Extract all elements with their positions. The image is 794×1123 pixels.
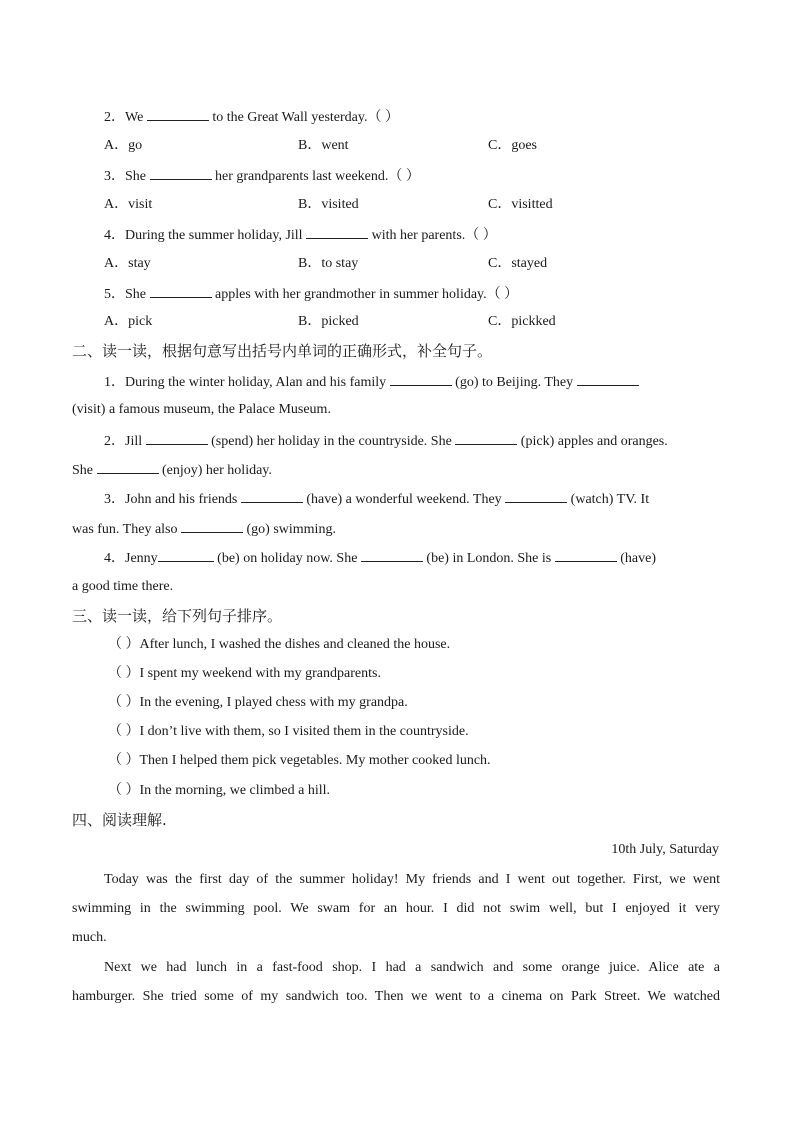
- question-2: [104, 106, 399, 128]
- order-paren[interactable]: （ ）: [108, 753, 140, 768]
- answer-blank[interactable]: [146, 430, 208, 445]
- order-item-2: （ ）I spent my weekend with my grandparents.: [108, 664, 381, 684]
- answer-blank[interactable]: [577, 371, 639, 386]
- option-b[interactable]: B．to stay: [298, 256, 359, 271]
- option-b[interactable]: B．picked: [298, 314, 359, 329]
- section-2-title: 二、读一读，根据句意写出括号内单词的正确形式，补全句子。: [72, 342, 493, 360]
- passage-p2-line-1: Next we had lunch in a fast-food shop. I had a sandwich and some orange juice. Alice ate a: [104, 960, 720, 975]
- question-3: 3．She her grandparents last weekend.（ ）: [104, 165, 420, 187]
- question-5: 5．She apples with her grandmother in summer holiday.（ ）: [104, 283, 518, 305]
- answer-blank[interactable]: [150, 165, 212, 180]
- sentence-1-line-1: 1．During the winter holiday, Alan and his family (go) to Beijing. They: [104, 371, 639, 393]
- question-4: 4．During the summer holiday, Jill with her parents.（ ）: [104, 224, 497, 246]
- answer-paren[interactable]: （ ）: [486, 287, 519, 302]
- option-a[interactable]: A．stay: [104, 256, 151, 271]
- order-item-4: （ ）I don’t live with them, so I visited them in the countryside.: [108, 722, 469, 742]
- order-item-5: （ ）Then I helped them pick vegetables. My mother cooked lunch.: [108, 751, 491, 771]
- passage-p1-line-2: swimming in the swimming pool. We swam for an hour. I did not swim well, but I enjoyed it very: [72, 901, 720, 916]
- question-text: to the Great Wall yesterday.: [212, 110, 368, 125]
- section-3-title: 三、读一读，给下列句子排序。: [72, 607, 283, 625]
- option-a[interactable]: A．go: [104, 138, 143, 153]
- option-c[interactable]: C．pickked: [488, 314, 556, 329]
- answer-blank[interactable]: [505, 488, 567, 503]
- passage-p2-line-2: hamburger. She tried some of my sandwich too. Then we went to a cinema on Park Street. We watched: [72, 989, 720, 1004]
- option-c[interactable]: C．stayed: [488, 256, 548, 271]
- answer-paren[interactable]: （ ）: [367, 110, 399, 125]
- passage-p1-line-3: much.: [72, 930, 107, 945]
- sentence-2-line-2: She (enjoy) her holiday.: [72, 459, 272, 481]
- answer-blank[interactable]: [455, 430, 517, 445]
- sentence-1-line-2: (visit) a famous museum, the Palace Museum.: [72, 402, 331, 417]
- sentence-4-line-1: 4．Jenny (be) on holiday now. She (be) in London. She is (have): [104, 547, 656, 569]
- option-c[interactable]: C．visitted: [488, 197, 553, 212]
- order-item-1: （ ）After lunch, I washed the dishes and cleaned the house.: [108, 635, 450, 655]
- question-number: 2．: [104, 110, 125, 125]
- order-paren[interactable]: （ ）: [108, 637, 140, 652]
- sentence-3-line-2: was fun. They also (go) swimming.: [72, 518, 336, 540]
- answer-blank[interactable]: [390, 371, 452, 386]
- answer-blank[interactable]: [181, 518, 243, 533]
- order-paren[interactable]: （ ）: [108, 695, 140, 710]
- option-c[interactable]: C．goes: [488, 138, 538, 153]
- order-paren[interactable]: （ ）: [108, 724, 140, 739]
- option-a[interactable]: A．visit: [104, 197, 153, 212]
- answer-blank[interactable]: [97, 459, 159, 474]
- answer-blank[interactable]: [147, 106, 209, 121]
- sentence-2-line-1: 2．Jill (spend) her holiday in the countryside. She (pick) apples and oranges.: [104, 430, 668, 452]
- answer-blank[interactable]: [241, 488, 303, 503]
- order-item-3: （ ）In the evening, I played chess with my grandpa.: [108, 693, 408, 713]
- order-paren[interactable]: （ ）: [108, 783, 140, 798]
- answer-paren[interactable]: （ ）: [388, 169, 420, 184]
- answer-blank[interactable]: [555, 547, 617, 562]
- answer-paren[interactable]: （ ）: [465, 228, 497, 243]
- answer-blank[interactable]: [150, 283, 212, 298]
- passage-date: 10th July, Saturday: [611, 842, 719, 857]
- sentence-4-line-2: a good time there.: [72, 579, 174, 594]
- answer-blank[interactable]: [361, 547, 423, 562]
- passage-p1-line-1: Today was the first day of the summer holiday! My friends and I went out together. First, we went: [104, 872, 720, 887]
- option-b[interactable]: B．went: [298, 138, 349, 153]
- sentence-3-line-1: 3．John and his friends (have) a wonderful weekend. They (watch) TV. It: [104, 488, 649, 510]
- order-paren[interactable]: （ ）: [108, 666, 140, 681]
- option-b[interactable]: B．visited: [298, 197, 359, 212]
- order-item-6: （ ）In the morning, we climbed a hill.: [108, 781, 330, 801]
- answer-blank[interactable]: [158, 547, 214, 562]
- question-text: We: [125, 110, 144, 125]
- option-a[interactable]: A．pick: [104, 314, 153, 329]
- answer-blank[interactable]: [306, 224, 368, 239]
- section-4-title: 四、阅读理解.: [72, 811, 167, 829]
